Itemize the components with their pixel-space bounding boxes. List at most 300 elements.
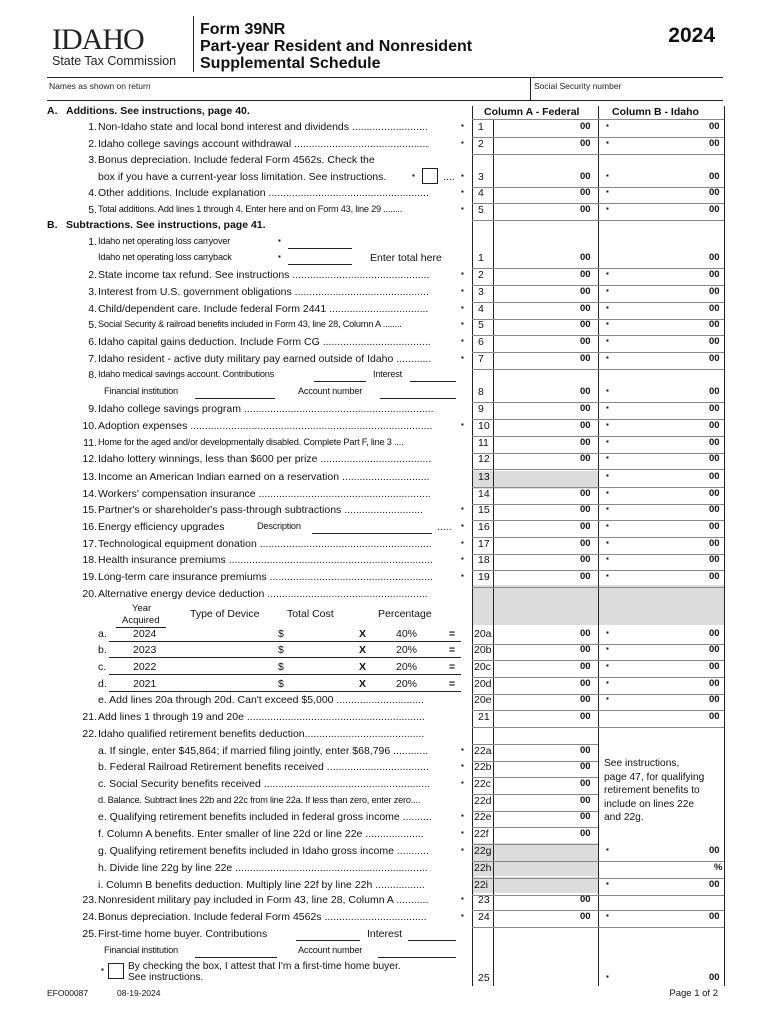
row-divider <box>472 268 724 269</box>
line-description: Partner's or shareholder's pass-through subtractions ........................... <box>98 504 423 516</box>
homebuyer-institution-entry[interactable] <box>195 957 277 958</box>
enter-total-label: Enter total here <box>370 252 442 264</box>
column-b-cents: 00 <box>709 911 720 922</box>
column-b-cents: 00 <box>709 879 720 890</box>
column-b-cents: 00 <box>709 303 720 314</box>
column-b-cents: 00 <box>709 488 720 499</box>
column-b-marker: ▪ <box>606 437 609 446</box>
row-divider <box>472 520 724 521</box>
line-description: Idaho capital gains deduction. Include Form CG ..................................... <box>98 336 431 348</box>
line-box-number: 22f <box>474 828 489 840</box>
line-description: Energy efficiency upgrades <box>98 521 225 533</box>
required-marker: ▪ <box>461 187 464 196</box>
header-divider <box>193 16 194 72</box>
column-a-cents: 00 <box>580 571 591 582</box>
device-year: 2021 <box>133 678 157 690</box>
line-box-number: 22g <box>474 845 492 857</box>
line-description: Bonus depreciation. Include federal Form 4562s. Check the <box>98 154 375 166</box>
column-b-cents: 00 <box>709 845 720 856</box>
column-b-cents: 00 <box>709 644 720 655</box>
interest-label: Interest <box>373 369 403 379</box>
required-marker: ▪ <box>278 236 281 245</box>
line-description: g. Qualifying retirement benefits included in Idaho gross income ........... <box>98 845 429 857</box>
line-number: 22. <box>82 728 97 740</box>
column-b-marker: ▪ <box>606 694 609 703</box>
row-divider <box>472 335 724 336</box>
line-box-number: 19 <box>478 571 490 583</box>
column-a-cents: 00 <box>580 694 591 705</box>
line-box-number: 7 <box>478 353 484 365</box>
multiply-sign: X <box>359 678 367 690</box>
column-b-marker: ▪ <box>606 628 609 637</box>
line-description: Income an American Indian earned on a reservation .............................. <box>98 471 430 483</box>
column-b-marker: ▪ <box>606 504 609 513</box>
line-box-number: 20b <box>474 644 492 656</box>
column-a-cents: 00 <box>580 252 591 263</box>
line-description: Home for the aged and/or developmentally disabled. Complete Part F, line 3 .... <box>98 437 404 447</box>
column-a-cents: 00 <box>580 336 591 347</box>
column-a-cents: 00 <box>580 138 591 149</box>
row-divider <box>472 554 724 555</box>
line-number: 8. <box>88 369 97 381</box>
line-description: Bonus depreciation. Include federal Form 4562s ................................... <box>98 911 427 923</box>
column-b-marker: ▪ <box>606 879 609 888</box>
column-b-cents: 00 <box>709 694 720 705</box>
column-b-marker: ▪ <box>606 678 609 687</box>
line-box-number: 13 <box>478 471 490 483</box>
line-description: Idaho college savings account withdrawal .............................................. <box>98 138 429 150</box>
form-title <box>200 21 472 72</box>
attest-text-2: See instructions. <box>128 972 204 983</box>
row-divider <box>472 419 724 420</box>
line-box-number: 11 <box>478 437 489 449</box>
line-number: 6. <box>88 336 97 348</box>
logo-word: IDAHO <box>52 23 144 56</box>
required-marker: ▪ <box>461 778 464 787</box>
line-description: Social Security & railroad benefits included in Form 43, line 28, Column A ........ <box>98 319 402 329</box>
line-description: State income tax refund. See instructions ............................................... <box>98 269 430 281</box>
column-a-cents: 00 <box>580 319 591 330</box>
column-b-marker: ▪ <box>606 521 609 530</box>
required-marker: ▪ <box>412 171 415 180</box>
retirement-note-line: include on lines 22e <box>604 798 695 810</box>
line-box-number: 4 <box>478 303 484 315</box>
column-b-cents: 00 <box>709 204 720 215</box>
required-marker: ▪ <box>461 353 464 362</box>
required-marker: ▪ <box>461 845 464 854</box>
dollar-sign: $ <box>278 628 284 640</box>
idaho-logo <box>52 23 187 68</box>
row-divider <box>472 319 724 320</box>
column-a-cents: 00 <box>580 911 591 922</box>
column-b-marker: ▪ <box>606 303 609 312</box>
column-b-marker: ▪ <box>606 554 609 563</box>
row-divider <box>472 537 724 538</box>
column-b-marker: ▪ <box>606 204 609 213</box>
equals-sign: = <box>449 678 456 690</box>
line-description: c. Social Security benefits received ......................................................... <box>98 778 431 790</box>
line-box-number: 22c <box>474 778 491 790</box>
nol-carryback-entry[interactable] <box>288 264 352 265</box>
line-description: i. Column B benefits deduction. Multiply line 22f by line 22h ................. <box>98 879 425 891</box>
line-box-number: 22e <box>474 811 492 823</box>
line-description: e. Add lines 20a through 20d. Can't exceed $5,000 .............................. <box>98 694 424 706</box>
line-number: 5. <box>88 319 97 331</box>
line-box-number: 20d <box>474 678 492 690</box>
column-b-marker: ▪ <box>606 138 609 147</box>
column-b-marker: ▪ <box>606 121 609 130</box>
device-row-underline <box>109 674 461 675</box>
device-year: 2024 <box>133 628 157 640</box>
type-header: Type of Device <box>190 608 260 620</box>
line-description: box if you have a current-year loss limitation. See instructions. <box>98 171 387 183</box>
column-b-marker: ▪ <box>606 420 609 429</box>
row-divider <box>472 285 724 286</box>
msa-account-entry[interactable] <box>380 398 456 399</box>
line-description: f. Column A benefits. Enter smaller of line 22d or line 22e .................... <box>98 828 424 840</box>
percentage-value: 40% <box>396 628 418 640</box>
column-a-cents: 00 <box>580 628 591 639</box>
device-row-underline <box>109 641 461 642</box>
column-a-cents: 00 <box>580 711 591 722</box>
device-row-underline <box>109 657 461 658</box>
row-divider <box>472 570 724 571</box>
row-divider <box>472 487 724 488</box>
line-number: 1. <box>88 236 97 248</box>
line-description: Idaho medical savings account. Contributions <box>98 369 275 379</box>
required-marker: ▪ <box>461 571 464 580</box>
row-divider <box>472 187 724 188</box>
column-b-cents: 00 <box>709 269 720 280</box>
row-divider <box>472 203 724 204</box>
form-revision-date: 08-19-2024 <box>117 988 161 998</box>
column-a-cents: 00 <box>580 204 591 215</box>
column-a-cents: 00 <box>580 269 591 280</box>
line-box-number: 3 <box>478 171 484 183</box>
form-header <box>0 0 770 78</box>
required-marker: ▪ <box>461 269 464 278</box>
required-marker: ▪ <box>461 121 464 130</box>
line-number: 4. <box>88 303 97 315</box>
column-b-marker: ▪ <box>606 403 609 412</box>
line-description: Health insurance premiums ...................................................................... <box>98 554 433 566</box>
row-divider <box>472 154 724 155</box>
column-b-cents: 00 <box>709 187 720 198</box>
financial-institution-label: Financial institution <box>104 945 178 955</box>
column-b-marker: ▪ <box>606 353 609 362</box>
msa-institution-entry[interactable] <box>195 398 275 399</box>
row-divider <box>598 895 724 896</box>
line-box-number: 6 <box>478 336 484 348</box>
row-divider <box>598 861 724 862</box>
column-b-cents: 00 <box>709 420 720 431</box>
device-year: 2023 <box>133 644 157 656</box>
line-number: 2. <box>88 269 97 281</box>
ssn-field-label: Social Security number <box>534 81 622 91</box>
line-number: 19. <box>82 571 97 583</box>
line-description: e. Qualifying retirement benefits included in federal gross income .......... <box>98 811 432 823</box>
line-box-number: 12 <box>478 453 490 465</box>
column-b-marker: ▪ <box>606 845 609 854</box>
line-box-number: 2 <box>478 138 484 150</box>
column-b-marker: ▪ <box>606 187 609 196</box>
device-row-letter: a. <box>98 628 107 640</box>
line-box-number: 22d <box>474 795 492 807</box>
line-description: Technological equipment donation ........................................................... <box>98 538 432 550</box>
row-divider <box>472 587 724 588</box>
line-box-number: 23 <box>478 894 490 906</box>
column-a-cents: 00 <box>580 661 591 672</box>
device-row-letter: c. <box>98 661 107 673</box>
line-box-number: 4 <box>478 187 484 199</box>
column-b-cents: 00 <box>709 286 720 297</box>
section-letter: B. <box>47 219 58 231</box>
row-divider <box>472 878 598 879</box>
required-marker: ▪ <box>101 965 104 974</box>
nol-carryover-entry[interactable] <box>288 248 352 249</box>
column-a-cents: 00 <box>580 386 591 397</box>
column-b-border <box>724 106 725 986</box>
column-header-underline <box>472 119 724 120</box>
column-b-cents: 00 <box>709 571 720 582</box>
row-divider <box>472 677 724 678</box>
column-b-cents: 00 <box>709 521 720 532</box>
equals-sign: = <box>449 644 456 656</box>
line-description: a. If single, enter $45,864; if married filing jointly, enter $68,796 ............ <box>98 745 429 757</box>
msa-interest-entry[interactable] <box>410 381 456 382</box>
row-divider <box>472 402 724 403</box>
line-number: 9. <box>88 403 97 415</box>
line-number: 14. <box>82 488 97 500</box>
line-box-number: 3 <box>478 286 484 298</box>
dollar-sign: $ <box>278 644 284 656</box>
line-box-number: 21 <box>478 711 490 723</box>
required-marker: ▪ <box>461 138 464 147</box>
column-b-marker: ▪ <box>606 336 609 345</box>
loss-limitation-checkbox[interactable] <box>422 168 438 184</box>
column-b-cents: 00 <box>709 319 720 330</box>
retirement-note-line: retirement benefits to <box>604 785 700 796</box>
column-b-cents: 00 <box>709 538 720 549</box>
line-number: 23. <box>82 894 97 906</box>
column-a-cents: 00 <box>580 488 591 499</box>
line-description: Long-term care insurance premiums ........................................................ <box>98 571 433 583</box>
retirement-note-line: See instructions, <box>604 758 680 769</box>
line-number-column-border <box>472 106 473 986</box>
line-box-number: 9 <box>478 403 484 415</box>
line-box-number: 22h <box>474 862 492 874</box>
column-a-header: Column A - Federal <box>484 106 580 118</box>
line-number: 3. <box>88 154 97 166</box>
row-divider <box>472 436 724 437</box>
row-divider <box>472 369 724 370</box>
required-marker: ▪ <box>461 171 464 180</box>
required-marker: ▪ <box>461 811 464 820</box>
device-row-letter: d. <box>98 678 107 690</box>
column-b-cents: 00 <box>709 386 720 397</box>
column-a-cents: 00 <box>580 811 591 822</box>
line-description: Adoption expenses ................................................................................... <box>98 420 433 432</box>
line-number: 15. <box>82 504 97 516</box>
row-divider <box>472 644 724 645</box>
line-number: 5. <box>88 204 97 216</box>
homebuyer-interest-entry[interactable] <box>408 940 456 941</box>
row-divider <box>472 727 724 728</box>
column-a-cents: 00 <box>580 453 591 464</box>
column-b-cents: 00 <box>709 138 720 149</box>
required-marker: ▪ <box>461 538 464 547</box>
row-divider <box>472 453 724 454</box>
account-number-label: Account number <box>298 945 363 955</box>
leader-dots: ..... <box>437 521 452 533</box>
row-divider <box>472 352 724 353</box>
line-description: h. Divide line 22g by line 22e .................................................................. <box>98 862 428 874</box>
energy-description-entry[interactable] <box>312 533 432 534</box>
line-box-number: 22a <box>474 745 492 757</box>
column-b-cents: 00 <box>709 171 720 182</box>
line-description: Idaho lottery winnings, less than $600 per prize ...................................... <box>98 453 432 465</box>
homebuyer-contributions-entry[interactable] <box>296 940 360 941</box>
line-number: 11. <box>83 437 97 449</box>
line-box-number: 25 <box>478 972 490 984</box>
row-divider <box>472 220 724 221</box>
column-a-cents: 00 <box>580 894 591 905</box>
column-a-cents: 00 <box>580 303 591 314</box>
retirement-note <box>604 757 704 825</box>
required-marker: ▪ <box>461 319 464 328</box>
percentage-value: 20% <box>396 661 418 673</box>
column-a-cents: 00 <box>580 420 591 431</box>
dollar-sign: $ <box>278 678 284 690</box>
title-line-2: Supplemental Schedule <box>200 55 381 72</box>
column-b-marker: ▪ <box>606 286 609 295</box>
column-b-cents: 00 <box>709 661 720 672</box>
line-description: Nonresident military pay included in Form 43, line 28, Column A ........... <box>98 894 429 906</box>
row-divider <box>472 710 724 711</box>
column-a-cents: 00 <box>580 521 591 532</box>
column-b-marker: ▪ <box>606 488 609 497</box>
line-description: Idaho qualified retirement benefits deduction......................................... <box>98 728 425 740</box>
column-a-cents: 00 <box>580 795 591 806</box>
line-description: Alternative energy device deduction ....................................................... <box>98 588 428 600</box>
percent-sign: % <box>714 862 723 873</box>
line-box-number: 10 <box>478 420 490 432</box>
line-box-number: 24 <box>478 911 490 923</box>
multiply-sign: X <box>359 661 367 673</box>
line-number: 17. <box>82 538 97 550</box>
line-box-number: 8 <box>478 386 484 398</box>
required-marker: ▪ <box>461 911 464 920</box>
equals-sign: = <box>449 661 456 673</box>
line-box-number: 16 <box>478 521 490 533</box>
form-footer <box>0 988 770 1008</box>
column-b-marker: ▪ <box>606 471 609 480</box>
column-a-cents: 00 <box>580 171 591 182</box>
multiply-sign: X <box>359 644 367 656</box>
line-box-number: 1 <box>478 121 484 133</box>
column-a-cents: 00 <box>580 403 591 414</box>
description-label: Description <box>257 521 301 531</box>
line-box-number: 5 <box>478 319 484 331</box>
line-number: 7. <box>88 353 97 365</box>
required-marker: ▪ <box>461 420 464 429</box>
column-b-cents: 00 <box>709 252 720 263</box>
form-body <box>0 101 770 991</box>
column-b-cents: 00 <box>709 437 720 448</box>
row-divider <box>472 910 724 911</box>
line-number: 20. <box>82 588 97 600</box>
row-divider <box>598 878 724 879</box>
column-a-cents: 00 <box>580 678 591 689</box>
device-row-underline <box>109 691 461 692</box>
column-b-cents: 00 <box>709 504 720 515</box>
line-description: Idaho college savings program ................................................................. <box>98 403 434 415</box>
column-a-cents: 00 <box>580 745 591 756</box>
column-b-cents: 00 <box>709 403 720 414</box>
column-a-border <box>598 106 599 986</box>
line-description: Non-Idaho state and local bond interest and dividends .......................... <box>98 121 428 133</box>
line-description: First-time home buyer. Contributions <box>98 928 268 940</box>
column-a-cents: 00 <box>580 437 591 448</box>
page-number: Page 1 of 2 <box>669 988 718 999</box>
column-b-cents: 00 <box>709 453 720 464</box>
column-b-cents: 00 <box>709 121 720 132</box>
line-box-number: 14 <box>478 488 490 500</box>
tax-year: 2024 <box>668 24 715 47</box>
leader-dots: .... <box>443 171 455 183</box>
line-box-number: 1 <box>478 252 484 264</box>
row-divider <box>472 660 724 661</box>
line-description: Idaho net operating loss carryback <box>98 252 232 262</box>
row-divider <box>472 302 724 303</box>
column-b-marker: ▪ <box>606 269 609 278</box>
column-b-marker: ▪ <box>606 171 609 180</box>
line-box-divider <box>493 119 494 986</box>
retirement-note-line: and 22g. <box>604 812 644 823</box>
homebuyer-account-entry[interactable] <box>378 957 456 958</box>
row-divider <box>472 137 724 138</box>
column-a-cents: 00 <box>580 761 591 772</box>
shaded-cell-22i <box>472 877 598 893</box>
line-number: 2. <box>88 138 97 150</box>
logo-subtitle: State Tax Commission <box>52 54 177 68</box>
column-b-marker: ▪ <box>606 453 609 462</box>
first-time-homebuyer-checkbox[interactable] <box>108 963 124 979</box>
column-b-marker: ▪ <box>606 661 609 670</box>
required-marker: ▪ <box>278 252 281 261</box>
required-marker: ▪ <box>461 761 464 770</box>
line-number: 10. <box>82 420 97 432</box>
column-a-cents: 00 <box>580 554 591 565</box>
column-b-marker: ▪ <box>606 386 609 395</box>
account-number-label: Account number <box>298 386 363 396</box>
required-marker: ▪ <box>461 745 464 754</box>
cost-header: Total Cost <box>287 608 334 620</box>
names-field-label: Names as shown on return <box>49 81 151 91</box>
line-description: Add lines 1 through 19 and 20e ............................................................. <box>98 711 425 723</box>
required-marker: ▪ <box>461 336 464 345</box>
column-a-cents: 00 <box>580 504 591 515</box>
line-number: 18. <box>82 554 97 566</box>
column-b-header: Column B - Idaho <box>612 106 699 118</box>
column-a-cents: 00 <box>580 644 591 655</box>
line-number: 13. <box>82 471 97 483</box>
column-b-marker: ▪ <box>606 911 609 920</box>
percentage-header: Percentage <box>378 608 432 620</box>
names-ssn-divider <box>530 78 531 100</box>
form-code: EFO00087 <box>47 988 89 998</box>
msa-contributions-entry[interactable] <box>314 381 366 382</box>
